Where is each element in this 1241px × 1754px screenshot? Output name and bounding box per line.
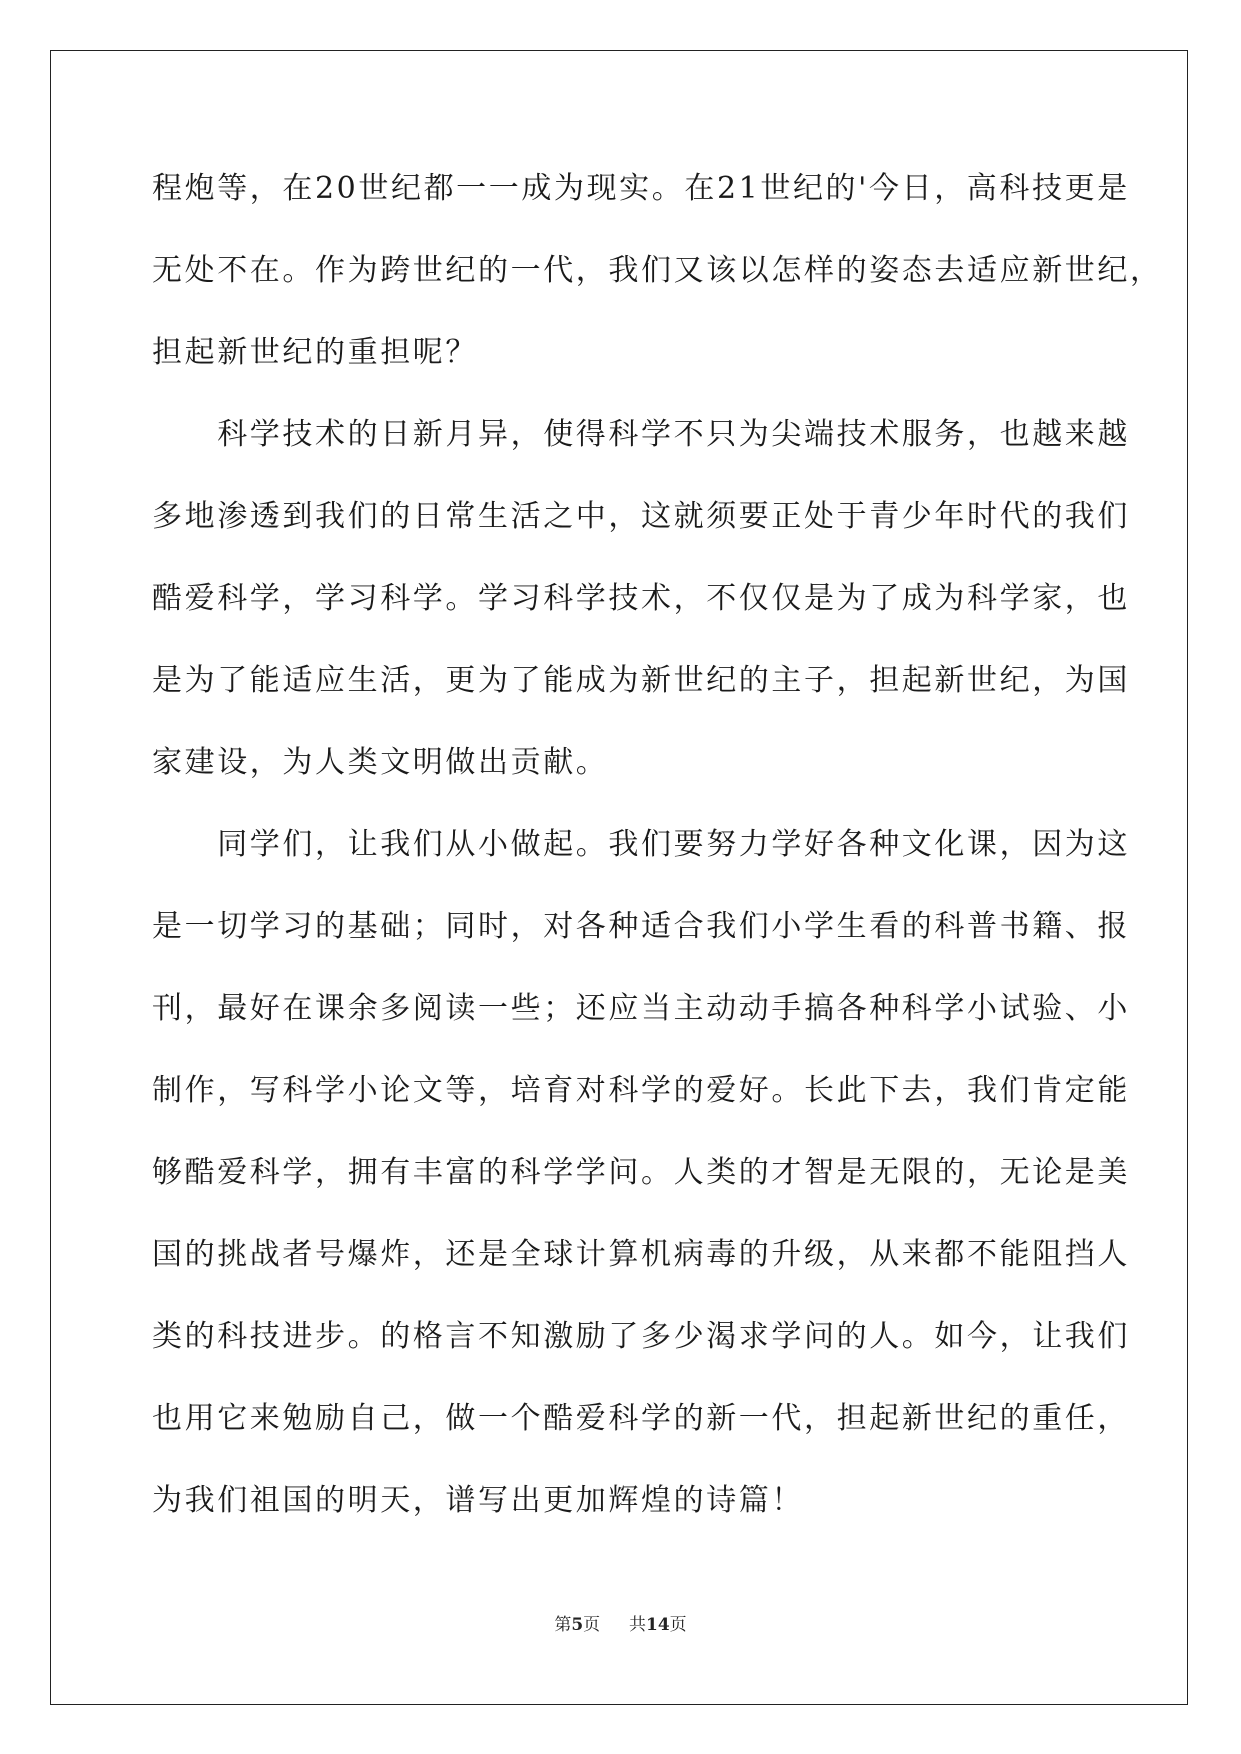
text-line: 够酷爱科学，拥有丰富的科学学问。人类的才智是无限的，无论是美 (152, 1155, 1130, 1190)
page-suffix: 页 (583, 1615, 601, 1635)
page-number-label (554, 1615, 605, 1635)
text-line: 担起新世纪的重担呢？ (152, 335, 478, 370)
text-line: 酷爱科学，学习科学。学习科学技术，不仅仅是为了成为科学家，也 (152, 581, 1130, 616)
total-pages-label (629, 1615, 687, 1635)
text-line: 也用它来勉励自己，做一个酷爱科学的新一代，担起新世纪的重任， (152, 1401, 1130, 1436)
document-body (152, 148, 1163, 1542)
page-footer (0, 1610, 1241, 1635)
text-line: 制作，写科学小论文等，培育对科学的爱好。长此下去，我们肯定能 (152, 1073, 1130, 1108)
text-line: 无处不在。作为跨世纪的一代，我们又该以怎样的姿态去适应新世纪， (152, 253, 1163, 288)
text-line: 程炮等，在20世纪都一一成为现实。在21世纪的'今日，高科技更是 (152, 171, 1130, 206)
text-line: 科学技术的日新月异，使得科学不只为尖端技术服务，也越来越 (152, 417, 1130, 452)
text-line: 是为了能适应生活，更为了能成为新世纪的主子，担起新世纪，为国 (152, 663, 1130, 698)
text-line: 国的挑战者号爆炸，还是全球计算机病毒的升级，从来都不能阻挡人 (152, 1237, 1130, 1272)
page-number: 5 (571, 1615, 584, 1635)
page-prefix: 第 (554, 1615, 572, 1635)
text-line: 多地渗透到我们的日常生活之中，这就须要正处于青少年时代的我们 (152, 499, 1130, 534)
text-line: 是一切学习的基础；同时，对各种适合我们小学生看的科普书籍、报 (152, 909, 1130, 944)
text-line: 同学们，让我们从小做起。我们要努力学好各种文化课，因为这 (152, 827, 1130, 862)
text-line: 为我们祖国的明天，谱写出更加辉煌的诗篇！ (152, 1483, 804, 1518)
text-line: 家建设，为人类文明做出贡献。 (152, 745, 609, 780)
total-pages: 14 (645, 1615, 670, 1635)
text-line: 类的科技进步。的格言不知激励了多少渴求学问的人。如今，让我们 (152, 1319, 1130, 1354)
text-line: 刊，最好在课余多阅读一些；还应当主动动手搞各种科学小试验、小 (152, 991, 1130, 1026)
total-prefix: 共 (628, 1615, 646, 1635)
total-suffix: 页 (669, 1615, 687, 1635)
